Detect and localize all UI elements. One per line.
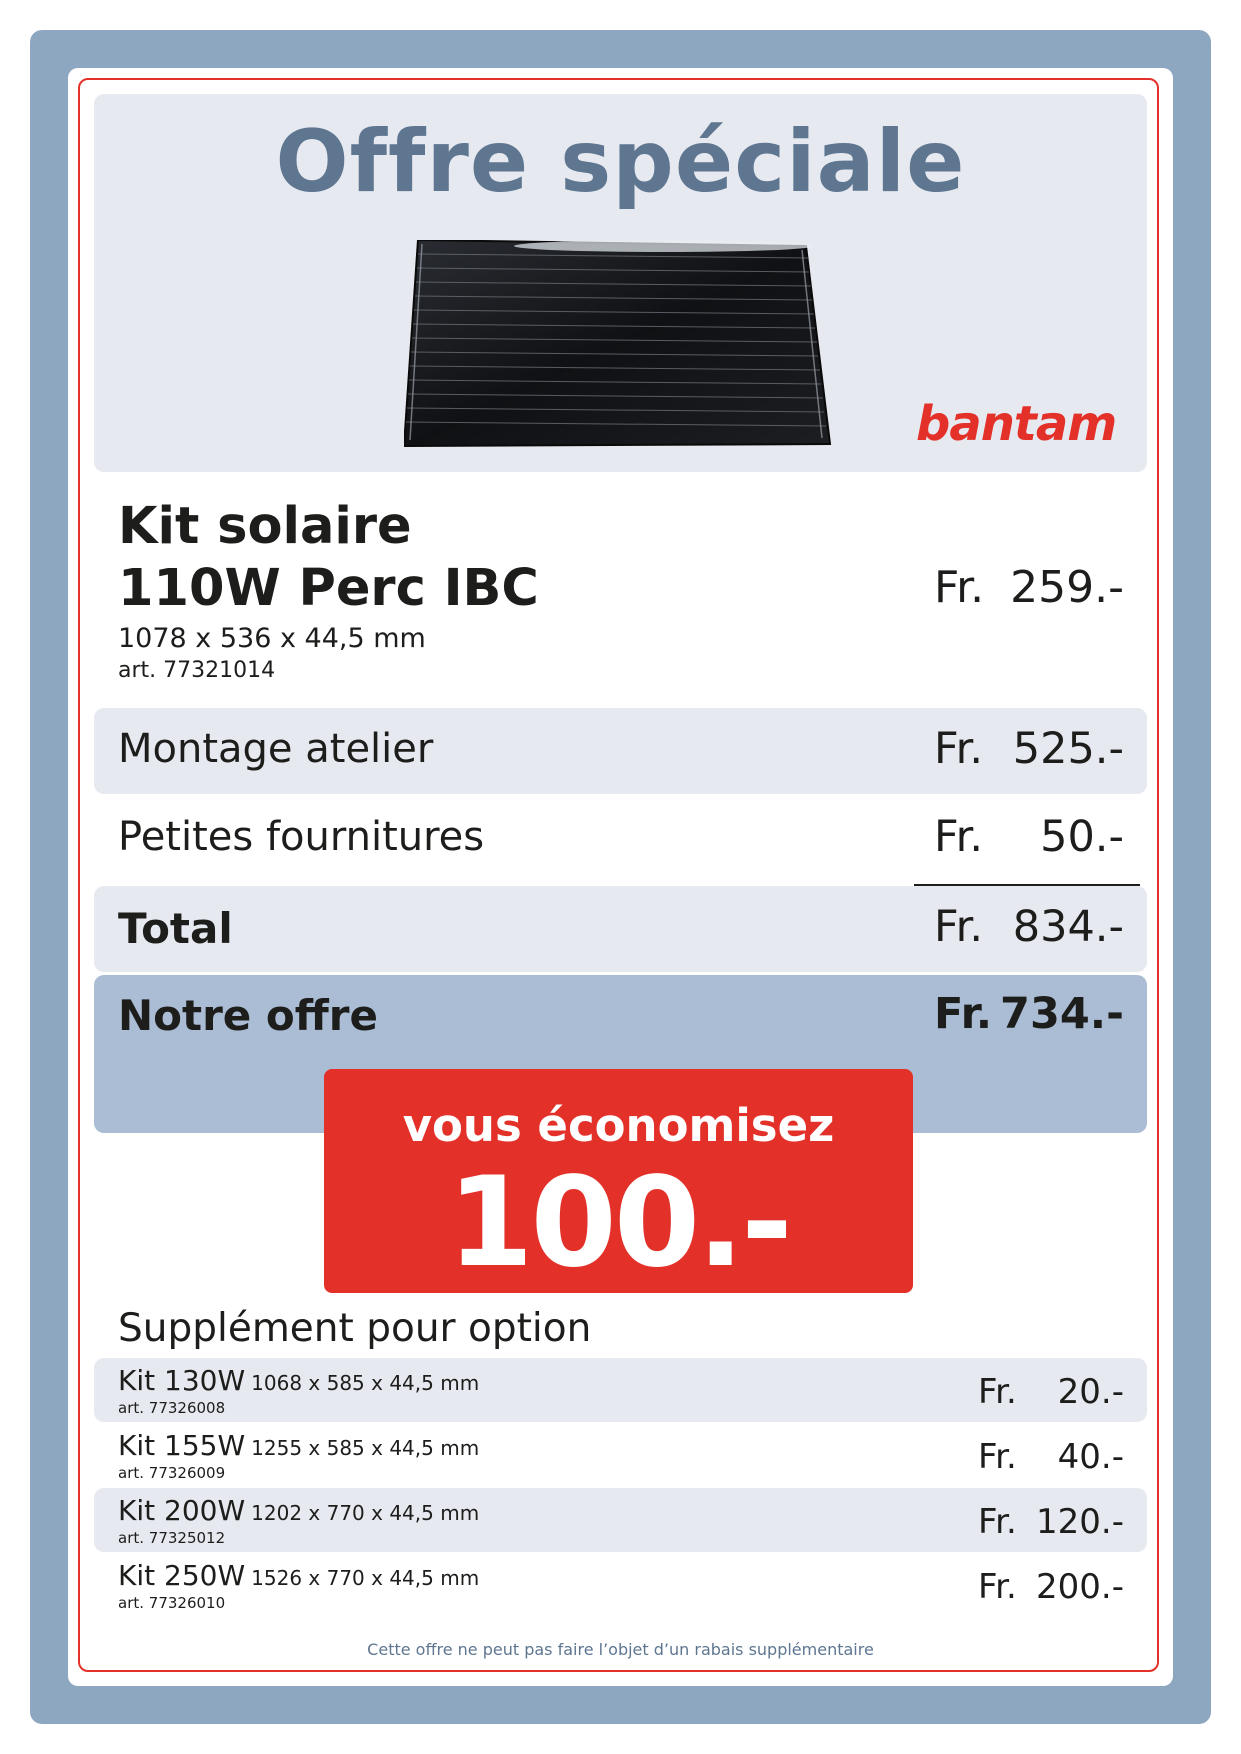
option-article: art. 77326009: [118, 1464, 226, 1482]
option-dims: 1526 x 770 x 44,5 mm: [251, 1566, 480, 1590]
product-price: [934, 562, 1124, 614]
total-label: Total: [118, 904, 233, 953]
option-price: [978, 1437, 1124, 1477]
total-price: [934, 902, 1124, 952]
price-value: 20.-: [1057, 1372, 1124, 1412]
option-price: [978, 1567, 1124, 1607]
savings-badge: [324, 1069, 913, 1293]
price-value: 40.-: [1057, 1437, 1124, 1477]
price-value: 834.-: [1012, 902, 1124, 952]
currency-label: Fr.: [934, 724, 984, 774]
total-row: [94, 886, 1147, 972]
option-kit: Kit 200W: [118, 1494, 246, 1527]
option-price: [978, 1502, 1124, 1542]
product-name-line2: 110W Perc IBC: [118, 559, 539, 618]
currency-label: Fr.: [978, 1502, 1017, 1542]
currency-label: Fr.: [934, 989, 993, 1039]
brand-logo: bantam: [916, 396, 1117, 452]
page-title: Offre spéciale: [275, 112, 966, 212]
option-row: [94, 1553, 1147, 1617]
currency-label: Fr.: [978, 1437, 1017, 1477]
currency-label: Fr.: [978, 1567, 1017, 1607]
currency-label: Fr.: [978, 1372, 1017, 1412]
line-item-montage: [94, 708, 1147, 794]
product-article: art. 77321014: [118, 658, 276, 683]
option-dims: 1202 x 770 x 44,5 mm: [251, 1501, 480, 1525]
option-price: [978, 1372, 1124, 1412]
savings-text: vous économisez: [402, 1099, 835, 1152]
line-item-price: [934, 812, 1124, 862]
option-kit: Kit 250W: [118, 1559, 246, 1592]
offer-price: [934, 989, 1124, 1039]
option-article: art. 77325012: [118, 1529, 226, 1547]
option-dims: 1255 x 585 x 44,5 mm: [251, 1436, 480, 1460]
line-item-price: [934, 724, 1124, 774]
line-item-fournitures: [94, 796, 1147, 882]
product-dimensions: 1078 x 536 x 44,5 mm: [118, 623, 426, 654]
price-value: 200.-: [1036, 1567, 1124, 1607]
price-value: 525.-: [1012, 724, 1124, 774]
option-dims: 1068 x 585 x 44,5 mm: [251, 1371, 480, 1395]
currency-label: Fr.: [934, 902, 984, 952]
line-item-label: Petites fournitures: [118, 814, 485, 860]
product-info: [118, 496, 539, 686]
options-title: Supplément pour option: [118, 1306, 592, 1351]
savings-amount: 100.-: [447, 1151, 790, 1295]
price-value: 120.-: [1036, 1502, 1124, 1542]
footnote: Cette offre ne peut pas faire l’objet d’un rabais supplémentaire: [367, 1640, 874, 1659]
option-row: [94, 1358, 1147, 1422]
price-value: 734.-: [1000, 989, 1124, 1039]
option-kit: Kit 155W: [118, 1429, 246, 1462]
option-article: art. 77326010: [118, 1594, 226, 1612]
currency-label: Fr.: [934, 562, 985, 613]
offer-label: Notre offre: [118, 991, 378, 1040]
option-article: art. 77326008: [118, 1399, 226, 1417]
currency-label: Fr.: [934, 812, 984, 862]
line-item-label: Montage atelier: [118, 726, 434, 772]
product-name-line1: Kit solaire: [118, 497, 412, 556]
price-value: 259.-: [1010, 562, 1124, 613]
option-row: [94, 1488, 1147, 1552]
price-value: 50.-: [1040, 812, 1124, 862]
option-row: [94, 1423, 1147, 1487]
option-kit: Kit 130W: [118, 1364, 246, 1397]
solar-panel-image: [404, 240, 834, 450]
